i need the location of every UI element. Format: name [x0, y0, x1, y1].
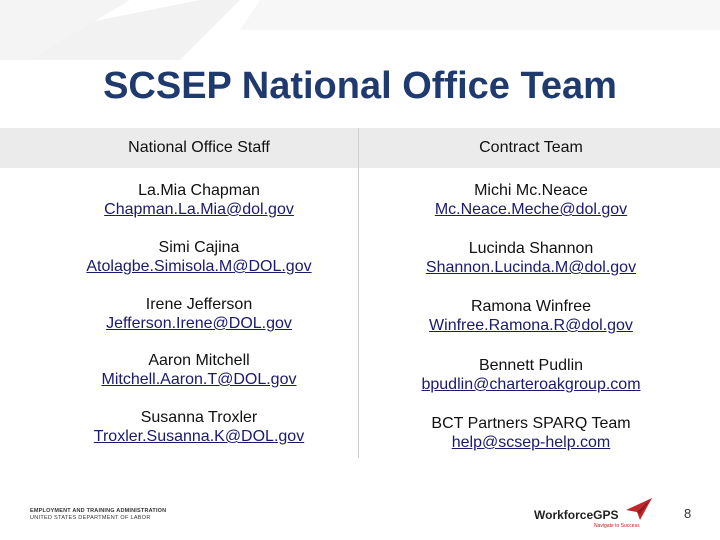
- staff-name: Irene Jefferson: [145, 296, 253, 313]
- staff-name: La.Mia Chapman: [138, 182, 260, 199]
- contract-name: Ramona Winfree: [470, 298, 592, 315]
- contract-entry: [372, 356, 690, 394]
- contract-email-link[interactable]: Shannon.Lucinda.M@dol.gov: [425, 259, 637, 276]
- staff-name: Simi Cajina: [158, 239, 240, 256]
- contract-email-link[interactable]: help@scsep-help.com: [451, 434, 611, 451]
- contract-entry: [372, 297, 690, 335]
- column-header-contract-team: Contract Team: [479, 139, 583, 156]
- page-number: 8: [684, 506, 692, 521]
- staff-entry: [40, 408, 358, 446]
- agency-line-2: UNITED STATES DEPARTMENT OF LABOR: [30, 515, 151, 521]
- contract-entry: [372, 181, 690, 219]
- contract-email-link[interactable]: bpudlin@charteroakgroup.com: [421, 376, 641, 393]
- contract-email-link[interactable]: Winfree.Ramona.R@dol.gov: [429, 317, 633, 334]
- staff-email-link[interactable]: Troxler.Susanna.K@DOL.gov: [93, 428, 305, 445]
- contract-name: Lucinda Shannon: [468, 240, 594, 257]
- page-title: SCSEP National Office Team: [103, 65, 617, 107]
- staff-entry: [40, 351, 358, 389]
- contract-entry: [372, 239, 690, 277]
- logo-wordmark: WorkforceGPS: [534, 508, 619, 522]
- agency-line-1: EMPLOYMENT AND TRAINING ADMINISTRATION: [30, 508, 167, 514]
- decorative-stripes: [0, 0, 720, 60]
- workforcegps-logo: [534, 498, 654, 532]
- contract-email-link[interactable]: Mc.Neace.Meche@dol.gov: [434, 201, 628, 218]
- staff-entry: [40, 181, 358, 219]
- contract-name: Bennett Pudlin: [478, 357, 584, 374]
- contract-entry: [372, 414, 690, 452]
- column-divider: [358, 128, 359, 458]
- staff-name: Susanna Troxler: [140, 409, 258, 426]
- staff-email-link[interactable]: Chapman.La.Mia@dol.gov: [104, 201, 294, 218]
- contract-name: BCT Partners SPARQ Team: [431, 415, 631, 432]
- staff-name: Aaron Mitchell: [148, 352, 250, 369]
- contract-name: Michi Mc.Neace: [474, 182, 588, 199]
- staff-entry: [40, 295, 358, 333]
- paper-plane-icon: [626, 498, 652, 520]
- staff-email-link[interactable]: Mitchell.Aaron.T@DOL.gov: [101, 371, 297, 388]
- dol-eta-logo: [30, 508, 180, 521]
- logo-tagline: Navigate to Success: [594, 523, 640, 529]
- staff-email-link[interactable]: Atolagbe.Simisola.M@DOL.gov: [86, 258, 312, 275]
- column-header-national-office-staff: National Office Staff: [128, 139, 270, 156]
- staff-entry: [40, 238, 358, 276]
- staff-email-link[interactable]: Jefferson.Irene@DOL.gov: [106, 315, 292, 332]
